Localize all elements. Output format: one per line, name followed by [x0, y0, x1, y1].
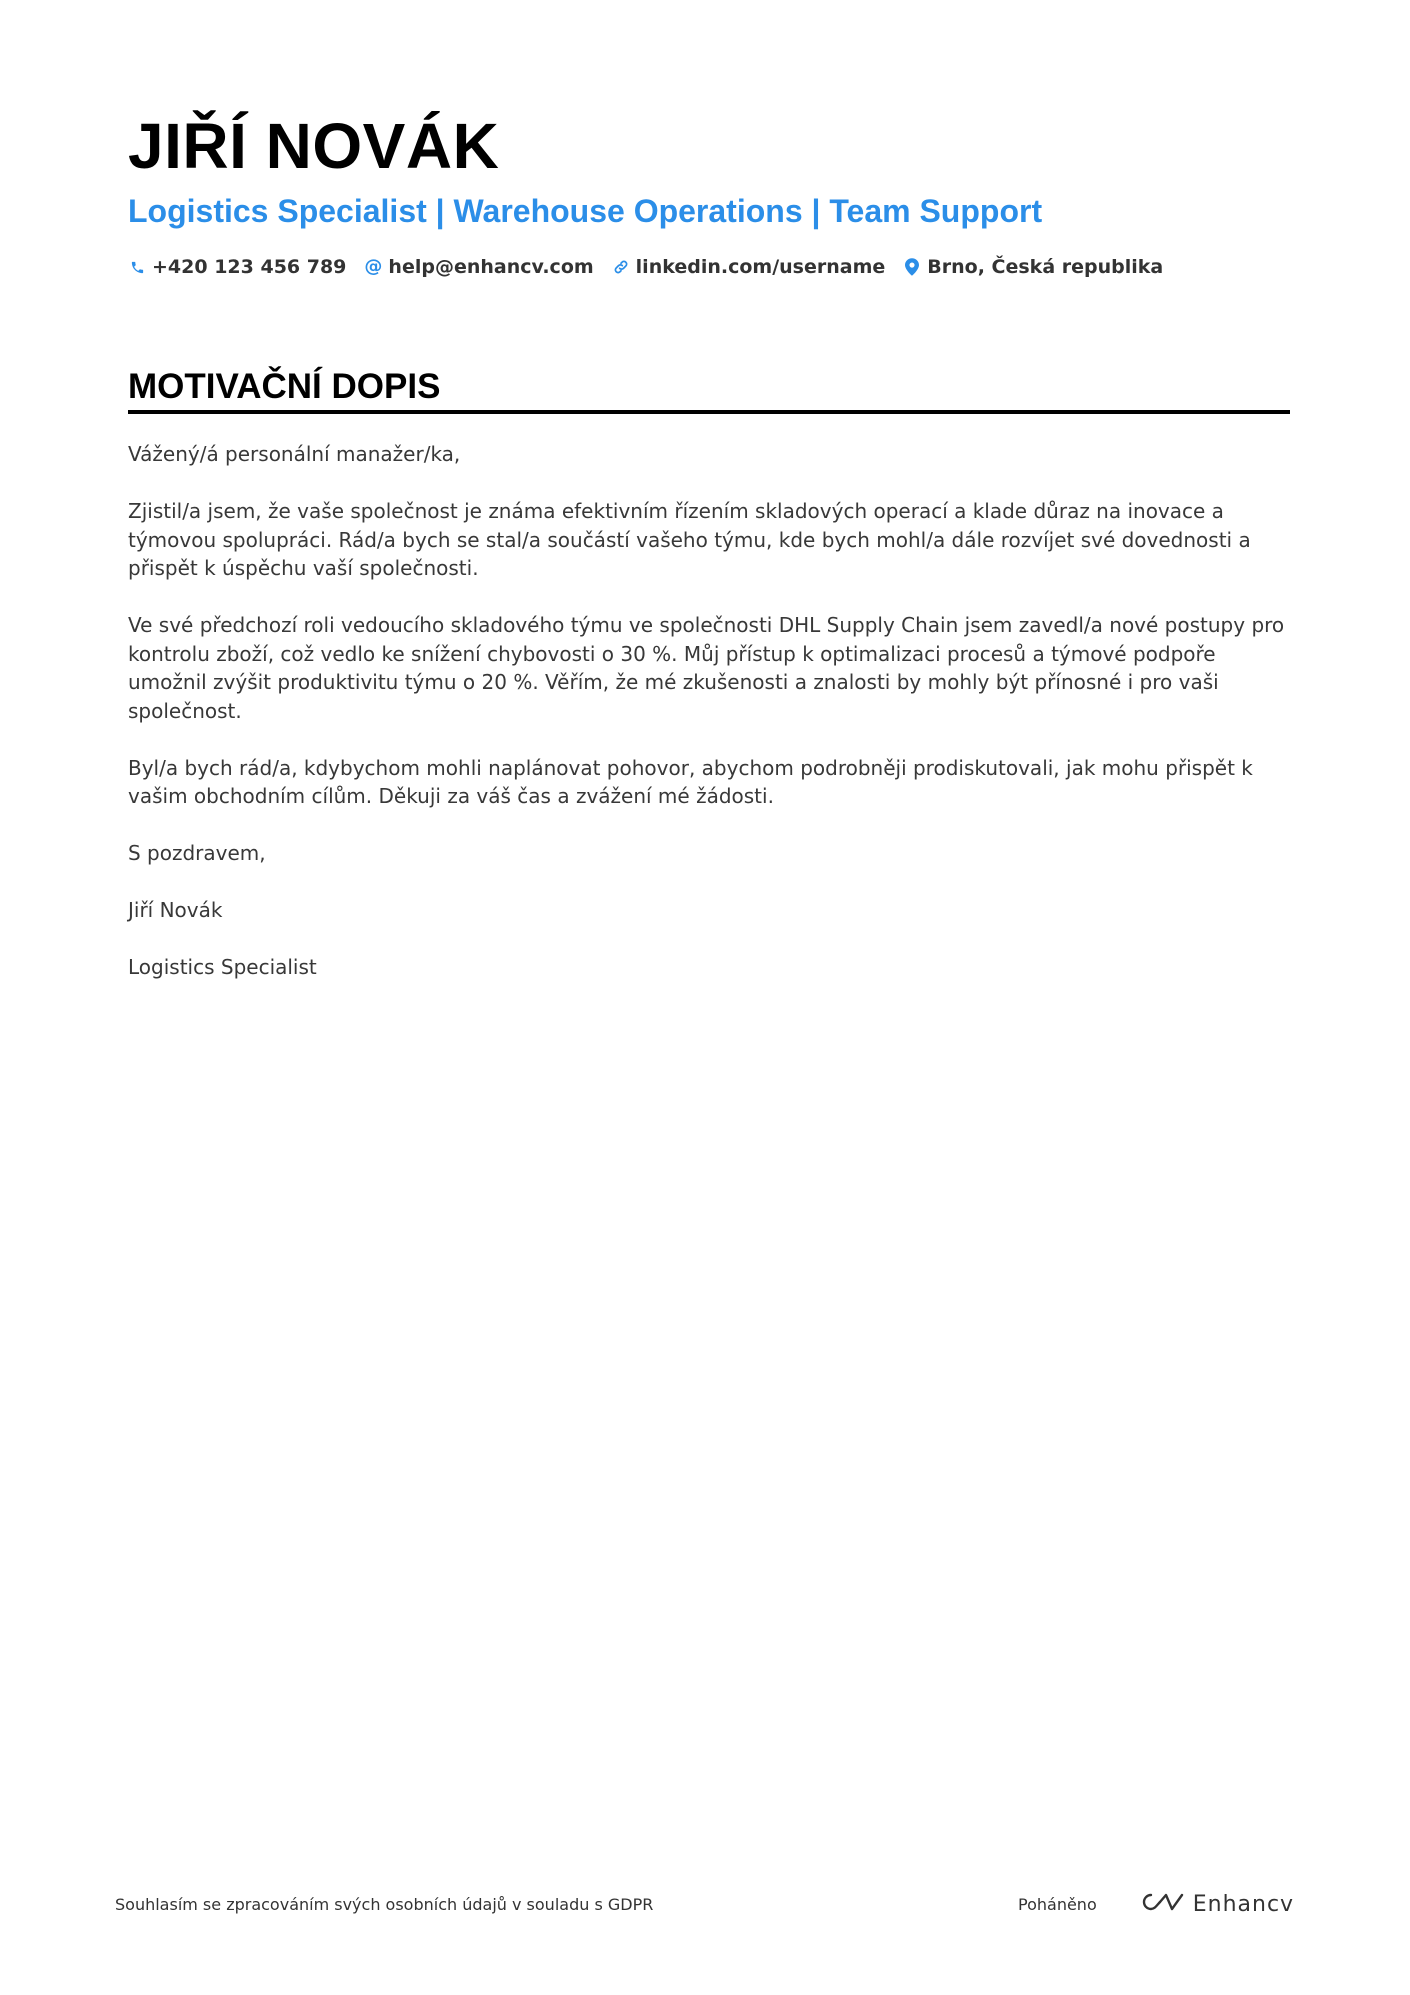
contact-linkedin-text: linkedin.com/username: [635, 256, 886, 278]
letter-greeting: Vážený/á personální manažer/ka,: [128, 442, 461, 466]
contact-email: [364, 252, 593, 282]
letter-paragraph-2: Ve své předchozí roli vedoucího skladového týmu ve společnosti DHL Supply Chain jsem zavedl/a nové postupy pro kontrolu zboží, což vedlo ke snížení chybovosti o 30 %. Můj přístup k optimalizaci procesů a týmové podpoře umožnil zvýšit produktivitu týmu o 20 %. Věřím, že mé zkušenosti a znalosti by mohly být přínosné i pro vaši společnost.: [128, 613, 1285, 723]
phone-icon: [128, 257, 146, 277]
letter-paragraph-1: Zjistil/a jsem, že vaše společnost je známa efektivním řízením skladových operací a klade důraz na inovace a týmovou spolupráci. Rád/a bych se stal/a součástí vašeho týmu, kde bych mohl/a dále rozvíjet své dovednosti a přispět k úspěchu vaší společnosti.: [128, 499, 1251, 580]
enhancv-logo-icon: [1139, 1890, 1185, 1918]
powered-by: [1018, 1890, 1294, 1918]
contact-bar: [128, 252, 1181, 282]
section-divider: [128, 410, 1290, 414]
letter-signature-title: Logistics Specialist: [128, 955, 317, 979]
enhancv-brand-name: Enhancv: [1192, 1891, 1295, 1917]
contact-location-text: Brno, Česká republika: [927, 256, 1164, 278]
contact-phone-text: +420 123 456 789: [152, 256, 347, 278]
contact-location: [903, 252, 1163, 282]
contact-phone: [128, 252, 346, 282]
letter-body: [128, 440, 1290, 1010]
letter-paragraph-3: Byl/a bych rád/a, kdybychom mohli naplánovat pohovor, abychom podrobněji prodiskutovali, jak mohu přispět k vašim obchodním cílům. Děkuji za váš čas a zvážení mé žádosti.: [128, 755, 1253, 808]
letter-closing: S pozdravem,: [128, 841, 266, 865]
link-icon: [612, 257, 630, 277]
powered-by-label: Poháněno: [1018, 1894, 1097, 1914]
candidate-name: JIŘÍ NOVÁK: [128, 110, 500, 182]
gdpr-consent-text: Souhlasím se zpracováním svých osobních údajů v souladu s GDPR: [115, 1895, 654, 1914]
contact-email-text: help@enhancv.com: [388, 256, 594, 278]
letter-signature-name: Jiří Novák: [128, 898, 223, 922]
enhancv-logo-link[interactable]: [1139, 1890, 1294, 1918]
section-title: MOTIVAČNÍ DOPIS: [128, 367, 441, 406]
candidate-headline: Logistics Specialist | Warehouse Operations | Team Support: [128, 193, 1043, 229]
at-icon: @: [364, 256, 383, 277]
location-pin-icon: [903, 257, 921, 277]
contact-linkedin: [612, 252, 886, 282]
